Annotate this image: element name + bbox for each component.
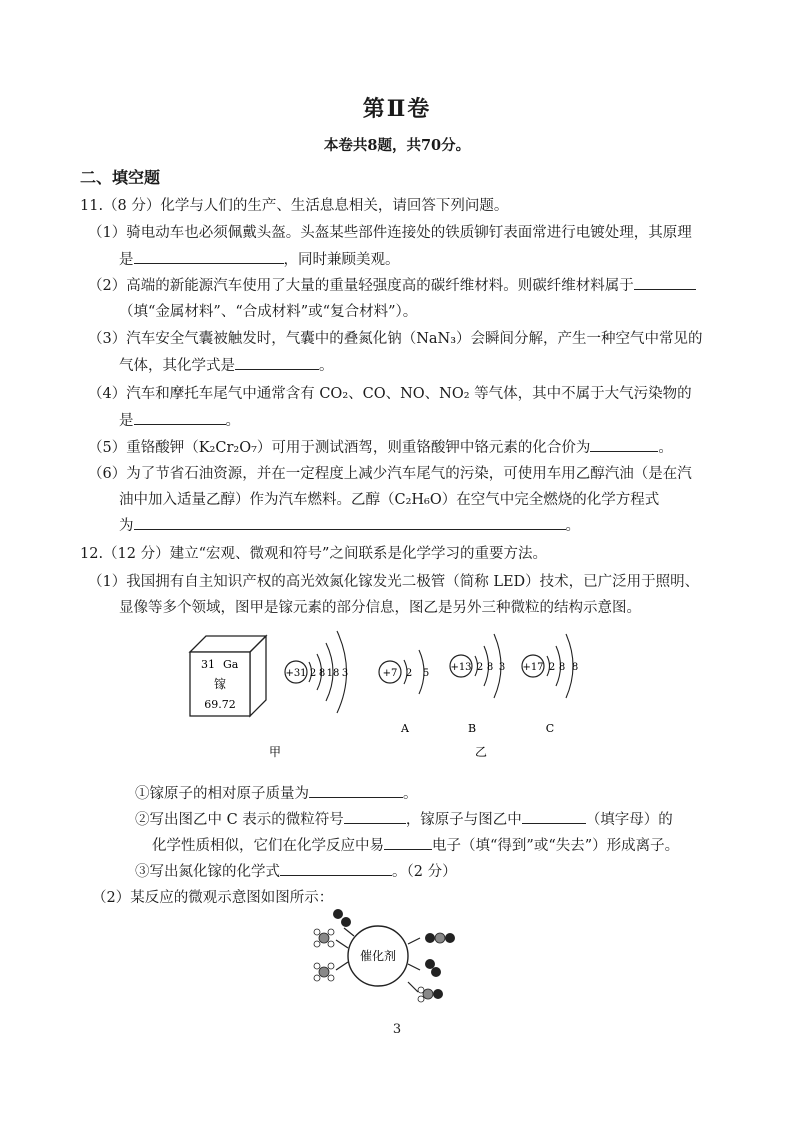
arrow-in: [336, 962, 348, 970]
grey-atom: [319, 933, 329, 943]
page-title: 第Ⅱ卷: [362, 96, 432, 122]
light-atom: [328, 963, 334, 969]
q11-part3-line2: [119, 354, 334, 375]
light-atom: [418, 987, 424, 993]
atom-c-nucleus-charge: +17: [522, 662, 544, 673]
arrow-out: [408, 964, 420, 970]
element-symbol: Ga: [223, 658, 239, 671]
q11-part6-text: 为: [119, 518, 134, 534]
q12-sub3-text: ③写出氮化镓的化学式: [135, 864, 280, 880]
q11-part6-line3: [119, 514, 580, 535]
dark-atom: [425, 959, 435, 969]
atom-b-label: B: [467, 722, 477, 735]
atom-a-diagram: [379, 650, 429, 735]
atom-a-nucleus-charge: +7: [382, 668, 398, 679]
q12-part1-line1: （1）我国拥有自主知识产权的高光效氮化镓发光二极管（简称 LED）技术，已广泛用于照明、: [88, 574, 700, 590]
q12-sub2-line2-text: 化学性质相似，它们在化学反应中易: [152, 838, 384, 854]
reactant-molecule-ch4-bottom: [314, 963, 334, 981]
dark-atom: [431, 967, 441, 977]
q12-sub2-line1: [135, 808, 673, 829]
q11-part6-period: 。: [565, 518, 580, 534]
arrow-in: [336, 940, 348, 948]
q11-part3-period: 。: [319, 358, 334, 374]
ga-shell-3-electrons: 18: [326, 668, 340, 679]
light-atom: [314, 975, 320, 981]
catalyst-label: 催化剂: [359, 949, 397, 963]
q11-part5-period: 。: [658, 440, 673, 456]
reactant-molecule-ch4-top: [314, 929, 334, 947]
q11-part1-line2: [119, 248, 400, 269]
atom-a-label: A: [401, 722, 409, 735]
gallium-element-card: [190, 636, 266, 716]
ga-shell-1-electrons: 2: [309, 668, 317, 679]
light-atom: [314, 963, 320, 969]
grey-atom: [423, 989, 433, 999]
reactant-molecule-diatomic: [333, 909, 351, 927]
q11-part6-answer-blank[interactable]: [134, 515, 566, 530]
q12-sub2-text-tail: （填字母）的: [585, 812, 673, 828]
dark-atom: [425, 933, 435, 943]
q11-part1-line1: （1）骑电动车也必须佩戴头盔。头盔某些部件连接处的铁质铆钉表面常进行电镀处理，其原理: [88, 225, 692, 241]
q12-part1-line2: 显像等多个领域，图甲是镓元素的部分信息，图乙是另外三种微粒的结构示意图。: [119, 600, 641, 616]
q12-sub3-line: [135, 860, 457, 881]
product-molecule-3: [418, 987, 443, 1002]
q11-part4-period: 。: [225, 413, 240, 429]
element-name: 镓: [213, 677, 227, 691]
q12-sub2-line2: [152, 834, 679, 855]
atom-b-nucleus-charge: +13: [450, 662, 472, 673]
atom-c-shell-2-electrons: 8: [558, 662, 566, 673]
arrow-out: [408, 982, 418, 992]
ga-shell-2-electrons: 8: [318, 668, 326, 679]
q12-part2-line: （2）某反应的微观示意图如图所示：: [92, 890, 334, 906]
gallium-atom-diagram: [285, 631, 348, 713]
q12-stem: 12.（12 分）建立“宏观、微观和符号”之间联系是化学学习的重要方法。: [80, 546, 547, 562]
q11-part2-line1: [88, 274, 696, 295]
q12-sub3-answer-blank[interactable]: [280, 861, 392, 876]
page-subtitle: 本卷共8题，共70分。: [323, 137, 471, 154]
q11-part2-answer-blank[interactable]: [634, 275, 696, 290]
dark-atom: [445, 933, 455, 943]
atom-b-shell-2-electrons: 8: [486, 662, 494, 673]
figure-yi-caption: 乙: [474, 745, 488, 759]
grey-atom: [435, 933, 445, 943]
q12-sub2-text: ②写出图乙中 C 表示的微粒符号: [135, 812, 344, 828]
q11-part3-text: 气体，其化学式是: [119, 358, 235, 374]
atom-c-shell-1-electrons: 2: [548, 662, 556, 673]
atom-c-diagram: [522, 634, 578, 735]
atom-c-shell-3-electrons: 8: [571, 662, 579, 673]
light-atom: [418, 996, 424, 1002]
product-molecule-2: [425, 959, 441, 977]
arrow-in: [344, 928, 354, 936]
dark-atom: [333, 909, 343, 919]
arrow-out: [408, 938, 420, 944]
section-title: 二、填空题: [80, 168, 161, 187]
q11-part2-line2: （填“金属材料”、“合成材料”或“复合材料”）。: [119, 304, 418, 320]
light-atom: [328, 975, 334, 981]
light-atom: [314, 941, 320, 947]
q11-part4-answer-blank[interactable]: [134, 410, 226, 425]
q11-part6-line1: （6）为了节省石油资源，并在一定程度上减少汽车尾气的污染，可使用车用乙醇汽油（是在汽: [88, 466, 692, 482]
ga-shell-4-electrons: 3: [341, 668, 349, 679]
q11-part4-line1: （4）汽车和摩托车尾气中通常含有 CO₂、CO、NO、NO₂ 等气体，其中不属于大气污染物的: [88, 386, 692, 402]
q11-part2-text: （2）高端的新能源汽车使用了大量的重量轻强度高的碳纤维材料。则碳纤维材料属于: [88, 278, 634, 294]
q11-part5-text: （5）重铬酸钾（K₂Cr₂O₇）可用于测试酒驾，则重铬酸钾中铬元素的化合价为: [88, 440, 591, 456]
atom-b-diagram: [450, 634, 505, 735]
q12-sub1-text: ①镓原子的相对原子质量为: [135, 786, 309, 802]
page-number: 3: [392, 1022, 402, 1037]
atom-c-label: C: [545, 722, 555, 735]
q11-stem: 11.（8 分）化学与人们的生产、生活息息相关，请回答下列问题。: [80, 198, 509, 214]
atomic-structure-figure: [180, 616, 620, 766]
q11-part5-answer-blank[interactable]: [590, 437, 658, 452]
q11-part4-text: 是: [119, 413, 134, 429]
q11-part3-answer-blank[interactable]: [235, 355, 319, 370]
q11-part1-text: 是: [119, 252, 134, 268]
ga-nucleus-charge: +31: [285, 668, 307, 679]
atom-a-shell-1-electrons: 2: [405, 668, 413, 679]
q11-part1-answer-blank[interactable]: [134, 249, 284, 264]
atomic-mass: 69.72: [204, 698, 236, 711]
dark-atom: [433, 989, 443, 999]
q11-part3-line1: （3）汽车安全气囊被触发时，气囊中的叠氮化钠（NaN₃）会瞬间分解，产生一种空气中常见的: [88, 331, 703, 347]
element-card-side-face: [250, 636, 266, 716]
q11-part6-line2: 油中加入适量乙醇）作为汽车燃料。乙醇（C₂H₆O）在空气中完全燃烧的化学方程式: [119, 492, 660, 508]
atom-b-shell-3-electrons: 3: [498, 662, 506, 673]
q12-sub1-answer-blank[interactable]: [309, 783, 403, 798]
atomic-number: 31: [201, 658, 215, 671]
q12-sub2-text-mid: ，镓原子与图乙中: [405, 812, 522, 828]
element-card-top-face: [190, 636, 266, 652]
q12-sub1-period: 。: [403, 786, 418, 802]
q11-part1-text-tail: ，同时兼顾美观。: [283, 252, 400, 268]
atom-a-shell-2-electrons: 5: [422, 668, 430, 679]
reaction-micro-diagram: [300, 904, 470, 1014]
light-atom: [328, 941, 334, 947]
figure-jia-caption: 甲: [268, 745, 282, 759]
q11-part5-line: [88, 436, 673, 457]
q12-sub3-tail: 。（2 分）: [392, 864, 457, 880]
q12-sub2-line2-tail: 电子（填“得到”或“失去”）形成离子。: [432, 838, 680, 854]
light-atom: [328, 929, 334, 935]
light-atom: [314, 929, 320, 935]
q12-sub2-symbol-blank[interactable]: [344, 809, 406, 824]
q12-sub2-electron-blank[interactable]: [384, 835, 432, 850]
q12-sub1-line: [135, 782, 418, 803]
q12-sub2-letter-blank[interactable]: [522, 809, 586, 824]
dark-atom: [341, 917, 351, 927]
q11-part4-line2: [119, 409, 240, 430]
atom-b-shell-1-electrons: 2: [476, 662, 484, 673]
grey-atom: [319, 967, 329, 977]
product-molecule-1: [425, 933, 455, 943]
